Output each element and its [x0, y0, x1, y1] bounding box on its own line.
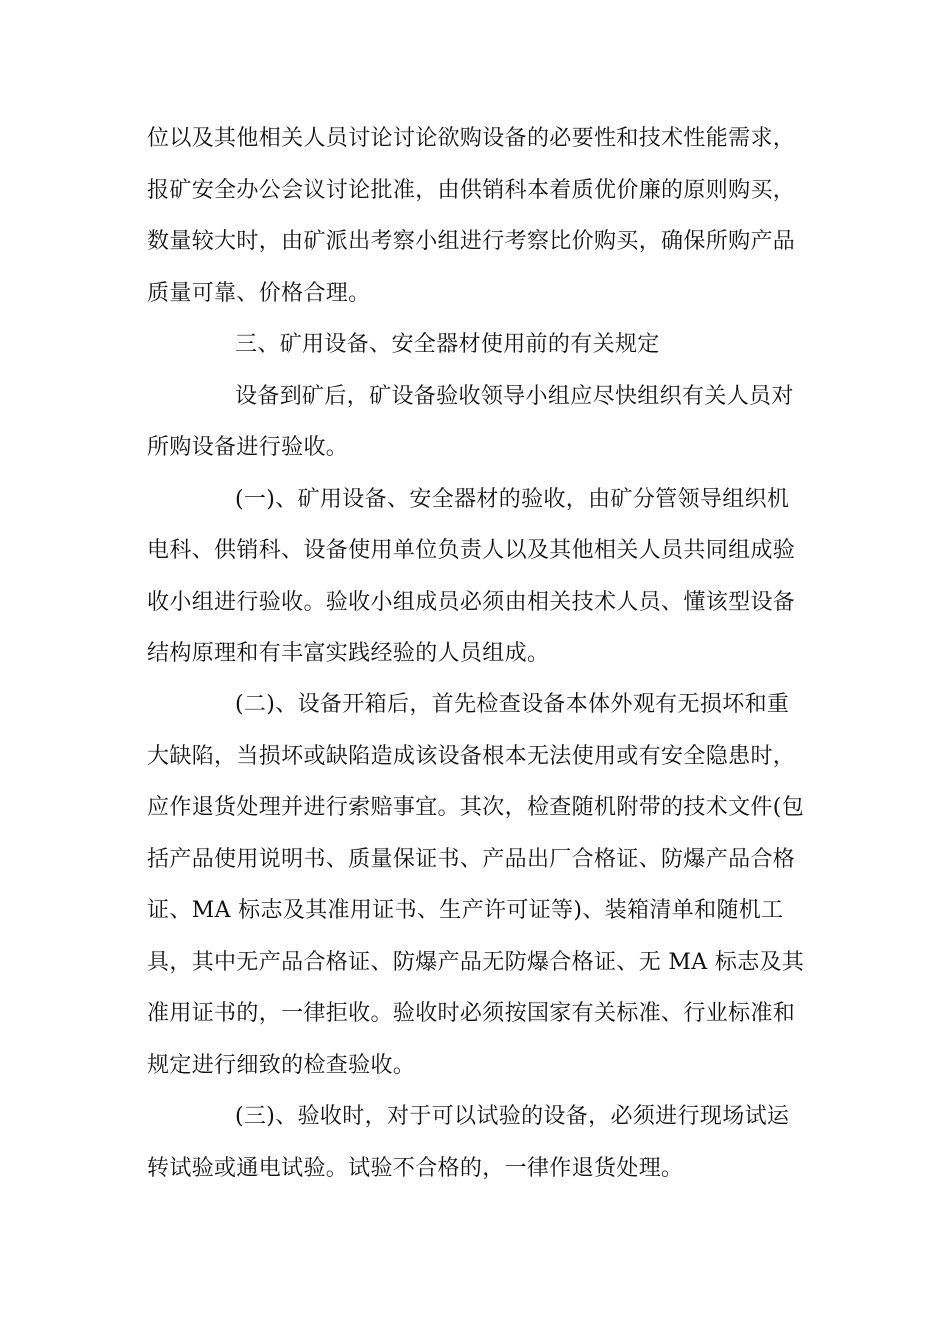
- paragraph-line: (二)、设备开箱后，首先检查设备本体外观有无损坏和重: [235, 692, 790, 717]
- section-heading: 三、矿用设备、安全器材使用前的有关规定: [235, 332, 660, 357]
- paragraph-line: 收小组进行验收。验收小组成员必须由相关技术人员、懂该型设备: [147, 590, 796, 615]
- paragraph-line: 证、MA 标志及其准用证书、生产许可证等)、装箱清单和随机工: [147, 898, 784, 923]
- paragraph-line: 规定进行细致的检查验收。: [147, 1053, 416, 1078]
- paragraph-line: 报矿安全办公会议讨论批准，由供销科本着质优价廉的原则购买，: [147, 178, 796, 203]
- paragraph-line: 质量可靠、价格合理。: [147, 281, 371, 306]
- paragraph-line: (一)、矿用设备、安全器材的验收，由矿分管领导组织机: [235, 487, 790, 512]
- paragraph-line: 括产品使用说明书、质量保证书、产品出厂合格证、防爆产品合格: [147, 847, 796, 872]
- paragraph-line: 所购设备进行验收。: [147, 435, 349, 460]
- paragraph-line: 准用证书的，一律拒收。验收时必须按国家有关标准、行业标准和: [147, 1001, 796, 1026]
- paragraph-line: 结构原理和有丰富实践经验的人员组成。: [147, 641, 550, 666]
- paragraph-line: 位以及其他相关人员讨论讨论欲购设备的必要性和技术性能需求，: [147, 126, 796, 151]
- paragraph-line: 具，其中无产品合格证、防爆产品无防爆合格证、无 MA 标志及其: [147, 950, 805, 975]
- paragraph-line: 数量较大时，由矿派出考察小组进行考察比价购买，确保所购产品: [147, 229, 796, 254]
- paragraph-line: 大缺陷，当损坏或缺陷造成该设备根本无法使用或有安全隐患时，: [147, 744, 796, 769]
- paragraph-line: 设备到矿后，矿设备验收领导小组应尽快组织有关人员对: [235, 384, 794, 409]
- paragraph-line: (三)、验收时，对于可以试验的设备，必须进行现场试运: [235, 1104, 790, 1129]
- paragraph-line: 电科、供销科、设备使用单位负责人以及其他相关人员共同组成验: [147, 538, 796, 563]
- paragraph-line: 应作退货处理并进行索赔事宜。其次，检查随机附带的技术文件(包: [147, 795, 805, 820]
- paragraph-line: 转试验或通电试验。试验不合格的，一律作退货处理。: [147, 1156, 684, 1181]
